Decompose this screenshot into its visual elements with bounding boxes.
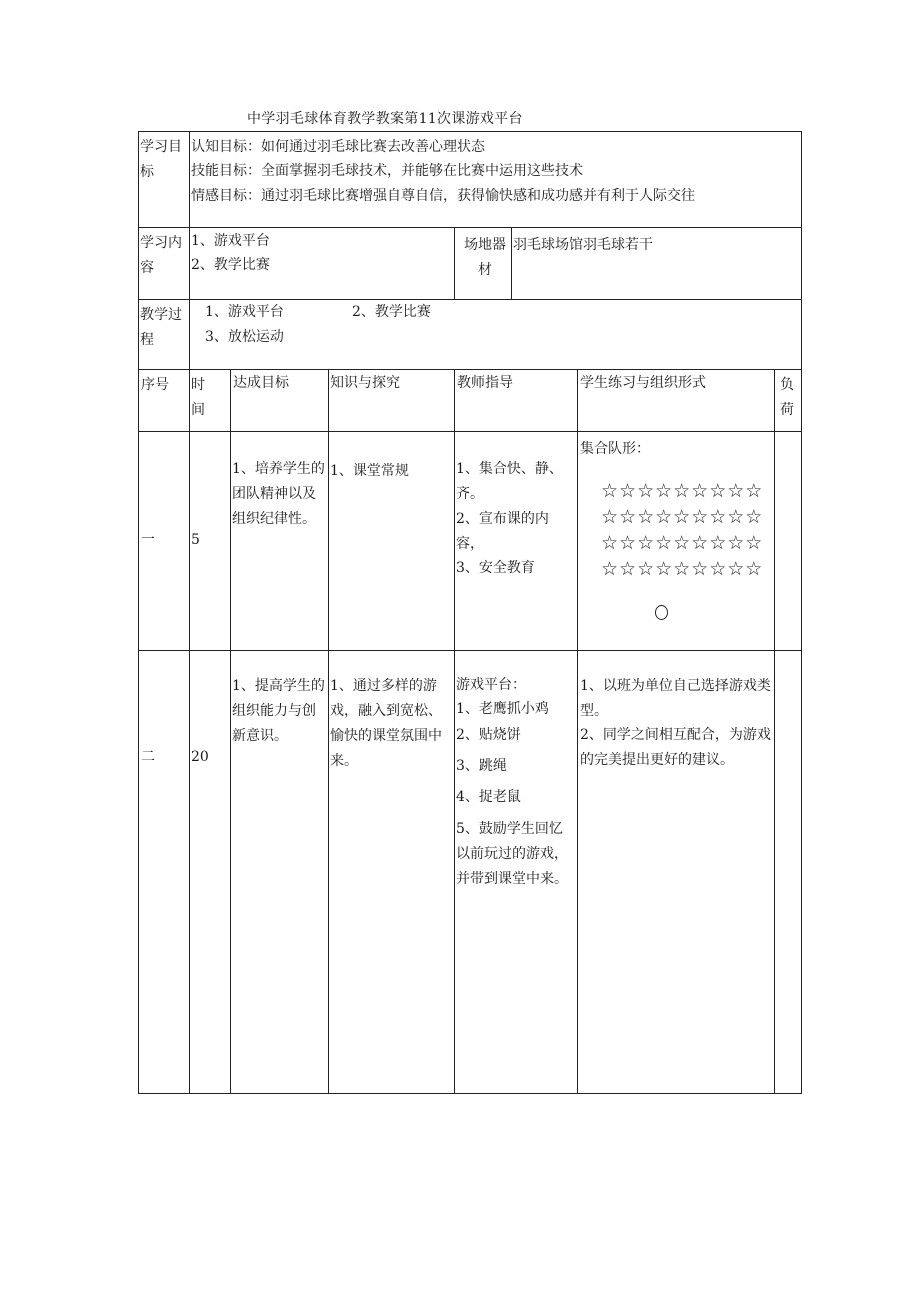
row2-goal: 1、提高学生的组织能力与创新意识。 — [232, 678, 325, 744]
formation-row: ☆☆☆☆☆☆☆☆☆ — [601, 558, 764, 580]
table-border — [189, 131, 190, 369]
row2-time: 20 — [191, 749, 209, 765]
row2-teacher-title: 游戏平台： — [456, 677, 526, 693]
row1-teacher-item: 3、安全教育 — [456, 560, 535, 576]
header-student: 学生练习与组织形式 — [580, 375, 706, 391]
table-border — [138, 131, 802, 132]
objective-skill: 技能目标：全面掌握羽毛球技术，并能够在比赛中运用这些技术 — [191, 163, 583, 179]
row1-knowledge: 1、课堂常规 — [330, 463, 409, 479]
objectives-label: 学习目标 — [140, 139, 182, 180]
table-border — [511, 227, 512, 299]
row1-time: 5 — [191, 532, 200, 548]
table-border — [189, 369, 190, 1094]
venue-label: 场地器材 — [464, 237, 506, 278]
row2-teacher-item: 4、捉老鼠 — [456, 789, 521, 805]
header-knowledge: 知识与探究 — [330, 375, 400, 391]
row1-goal: 1、培养学生的团队精神以及组织纪律性。 — [232, 461, 325, 527]
header-load: 负荷 — [780, 377, 794, 418]
objective-cognitive: 认知目标：如何通过羽毛球比赛去改善心理状态 — [191, 139, 485, 155]
header-seq: 序号 — [141, 377, 169, 393]
header-time: 时间 — [191, 377, 205, 418]
row1-teacher-item: 2、宣布课的内容， — [456, 511, 549, 552]
process-item-3: 3、放松运动 — [205, 329, 284, 345]
table-border — [138, 369, 802, 370]
table-border — [577, 369, 578, 1094]
table-border — [328, 369, 329, 1094]
table-border — [138, 1093, 802, 1094]
document-title: 中学羽毛球体育教学教案第11次课游戏平台 — [247, 111, 523, 127]
header-goal: 达成目标 — [233, 375, 289, 391]
row2-knowledge: 1、通过多样的游戏，融入到宽松、愉快的课堂氛围中来。 — [330, 678, 442, 769]
table-border — [801, 131, 802, 1094]
process-item-2: 2、教学比赛 — [352, 304, 431, 320]
table-border — [138, 650, 802, 651]
content-item: 2、教学比赛 — [191, 257, 270, 273]
formation-stars — [601, 478, 763, 582]
row2-teacher-item: 2、贴烧饼 — [456, 727, 521, 743]
table-border — [774, 369, 775, 1094]
process-label: 教学过程 — [140, 307, 182, 348]
row2-teacher-item: 1、老鹰抓小鸡 — [456, 701, 549, 717]
formation-row: ☆☆☆☆☆☆☆☆☆ — [601, 506, 764, 528]
teacher-position-circle-icon — [655, 605, 668, 620]
formation-row: ☆☆☆☆☆☆☆☆☆ — [601, 532, 764, 554]
venue-value: 羽毛球场馆羽毛球若干 — [513, 237, 653, 253]
row2-teacher-item: 3、跳绳 — [456, 758, 507, 774]
content-label: 学习内容 — [140, 235, 182, 276]
table-border — [138, 131, 139, 1094]
process-item-1: 1、游戏平台 — [205, 304, 284, 320]
content-item: 1、游戏平台 — [191, 233, 270, 249]
table-border — [138, 227, 802, 228]
row2-seq: 二 — [141, 749, 155, 765]
row2-student-item: 2、同学之间相互配合，为游戏的完美提出更好的建议。 — [580, 727, 771, 768]
formation-row: ☆☆☆☆☆☆☆☆☆ — [601, 480, 764, 502]
row2-teacher-item: 5、鼓励学生回忆以前玩过的游戏，并带到课堂中来。 — [456, 821, 568, 887]
row1-teacher-item: 1、集合快、静、齐。 — [456, 461, 563, 502]
formation-title: 集合队形： — [580, 441, 650, 457]
table-border — [230, 369, 231, 1094]
table-border — [454, 227, 455, 299]
header-teacher: 教师指导 — [457, 375, 513, 391]
objective-affective: 情感目标：通过羽毛球比赛增强自尊自信，获得愉快感和成功感并有利于人际交往 — [191, 188, 695, 204]
row2-student-item: 1、以班为单位自己选择游戏类型。 — [580, 678, 771, 719]
table-border — [454, 369, 455, 1094]
row1-seq: 一 — [141, 532, 155, 548]
table-border — [138, 431, 802, 432]
